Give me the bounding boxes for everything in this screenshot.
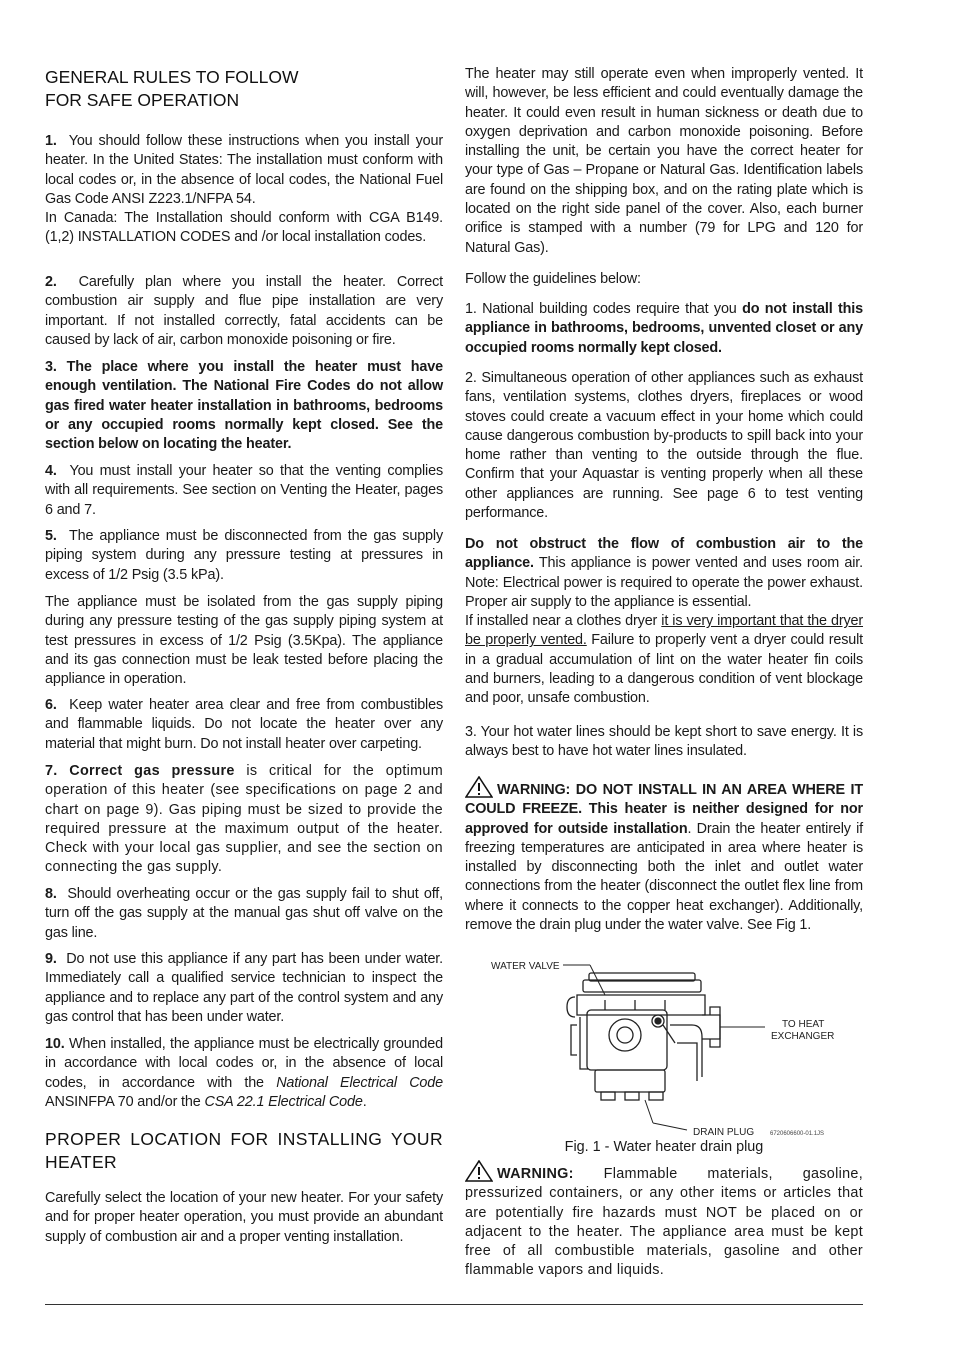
rule-6: 6. Keep water heater area clear and free from combustibles and flammable liquids. Do not locate the heater over any material that might burn. Do not install heater over carpeting. xyxy=(45,697,443,752)
label-to-heat: TO HEAT xyxy=(782,1019,825,1030)
footer-divider xyxy=(45,1304,863,1305)
flammable-warning: WARNING: Flammable materials, gasoline, pressurized containers, or any other items or articles that are potentially fire hazards must NOT be placed on or adjacent to the heater. The appliance area must be kept free of all combustible materials, gasoline and other flammable vapors and liquids. xyxy=(465,1160,863,1281)
label-water-valve: WATER VALVE xyxy=(491,961,560,972)
rule-1: 1. You should follow these instructions when you install your heater. In the United States: The installation must conform with local codes or, in the absence of local codes, the National Fuel Gas Code ANSI Z223.1/NFPA 54. In Canada: The Installation should conform with CGA B149.(1,2) INSTALLATION CODES and /or local installation codes. xyxy=(45,133,443,246)
rule-8: 8. Should overheating occur or the gas supply fail to shut off, turn off the gas supply at the manual gas shut off valve on the gas line. xyxy=(45,886,443,941)
rule-7: 7. Correct gas pressure is critical for the optimum operation of this heater (see specifications on page 2 and chart on page 9). Gas piping must be sized to provide the required pressure at the maximum output of the heater. Check with your local gas supplier, and see the section on connecting the gas supply. xyxy=(45,763,443,876)
rule-9: 9. Do not use this appliance if any part has been under water. Immediately call a qualified service technician to inspect the appliance and to replace any part of the control system and any gas control that has been under water. xyxy=(45,951,443,1025)
rule-4: 4. You must install your heater so that the venting complies with all requirements. See section on Venting the Heater, pages 6 and 7. xyxy=(45,463,443,518)
rule-3: 3. The place where you install the heater must have enough ventilation. The National Fire Codes do not allow gas fired water heater installation in bathrooms, bedrooms or any occupied rooms normally kept closed. See the section below on locating the heater. xyxy=(45,359,443,453)
rule-5: 5. The appliance must be disconnected from the gas supply piping system during any pressure testing at pressures in excess of 1/2 Psig (3.5 kPa). xyxy=(45,528,443,583)
venting-paragraph: The heater may still operate even when improperly vented. It will, however, be less efficient and could eventually damage the heater. It could even result in human sickness or death due to oxygen deprivation and carbon monoxide poisoning. Before installing the unit, be certain you have the correct heater for your type of Gas – Propane or Natural Gas. Identification labels are found on the shipping box, and on the rating plate which is located on the right side panel of the cover. Also, each burner orifice is stamped with a number (79 for LPG and 120 for Natural Gas). xyxy=(465,66,863,256)
label-heat-exchanger: EXCHANGER xyxy=(771,1031,835,1042)
section-heading-general-rules: GENERAL RULES TO FOLLOW FOR SAFE OPERATION xyxy=(45,67,299,110)
rule-2: 2. Carefully plan where you install the heater. Correct combustion air supply and flue pipe installation are very important. If not installed correctly, fatal accidents can be caused by lack of air, carbon monoxide poisoning or fire. xyxy=(45,274,443,348)
section-heading-proper-location: PROPER LOCATION FOR INSTALLING YOUR HEATER xyxy=(45,1129,443,1172)
figure-caption: Fig. 1 - Water heater drain plug xyxy=(564,1139,764,1155)
water-valve-figure xyxy=(465,955,863,1140)
combustion-air-paragraph: Do not obstruct the flow of combustion air to the appliance. This appliance is power vented and uses room air. Note: Electrical power is required to operate the power exhaust. Proper air supply to the appliance is essential. If installed near a clothes dryer it is very important that the dryer be properly vented. Failure to properly vent a dryer could result in a gradual accumulation of lint on the water heater fin coils and burners, leading to a dangerous condition of vent blockage and poor, unsafe combustion. xyxy=(465,536,864,707)
guideline-3: 3. Your hot water lines should be kept short to save energy. It is always best to have hot water lines insulated. xyxy=(465,724,863,760)
warning-triangle-icon xyxy=(465,776,493,798)
warning-triangle-icon xyxy=(465,1160,493,1182)
water-valve-drawing xyxy=(465,955,863,1140)
figure-code: 6720606600-01.1JS xyxy=(770,1131,825,1137)
rule-5-isolation: The appliance must be isolated from the gas supply piping during any pressure testing of the gas supply piping system at test pressures in excess of 1/2 Psig (3.5Kpa). The appliance and its gas connection must be leak tested before placing the appliance in operation. xyxy=(45,594,443,688)
guideline-2: 2. Simultaneous operation of other appliances such as exhaust fans, ventilation systems, clothes dryers, fireplaces or wood stoves could create a vacuum effect in your home which could cause dangerous combustion by-products to spill back into your home rather than venting to the outside through the flue. Confirm that your Aquastar is venting properly when all these other appliances are running. See page 6 to test venting performance. xyxy=(465,370,863,522)
freeze-warning: WARNING: DO NOT INSTALL IN AN AREA WHERE IT COULD FREEZE. This heater is neither designed for nor approved for outside installation. Drain the heater entirely if freezing temperatures are anticipated in area where heater is installed by disconnecting both the inlet and outlet water connections from the heater (disconnect the outlet flex line from where it connects to the copper heat exchanger). Additionally, remove the drain plug under the water valve. See Fig 1. xyxy=(465,776,863,935)
rule-10: 10. When installed, the appliance must be electrically grounded in accordance with local codes or, in the absence of local codes, in accordance with the National Electrical Code ANSINFPA 70 and/or the CSA 22.1 Electrical Code. xyxy=(45,1036,443,1110)
guideline-1: 1. National building codes require that you do not install this appliance in bathrooms, bedrooms, unvented closet or any occupied rooms normally kept closed. xyxy=(465,301,863,356)
label-drain-plug: DRAIN PLUG xyxy=(693,1127,755,1138)
guidelines-intro: Follow the guidelines below: xyxy=(465,271,641,287)
location-paragraph: Carefully select the location of your new heater. For your safety and for proper heater operation, you must provide an abundant supply of combustion air and a proper venting installation. xyxy=(45,1190,443,1245)
